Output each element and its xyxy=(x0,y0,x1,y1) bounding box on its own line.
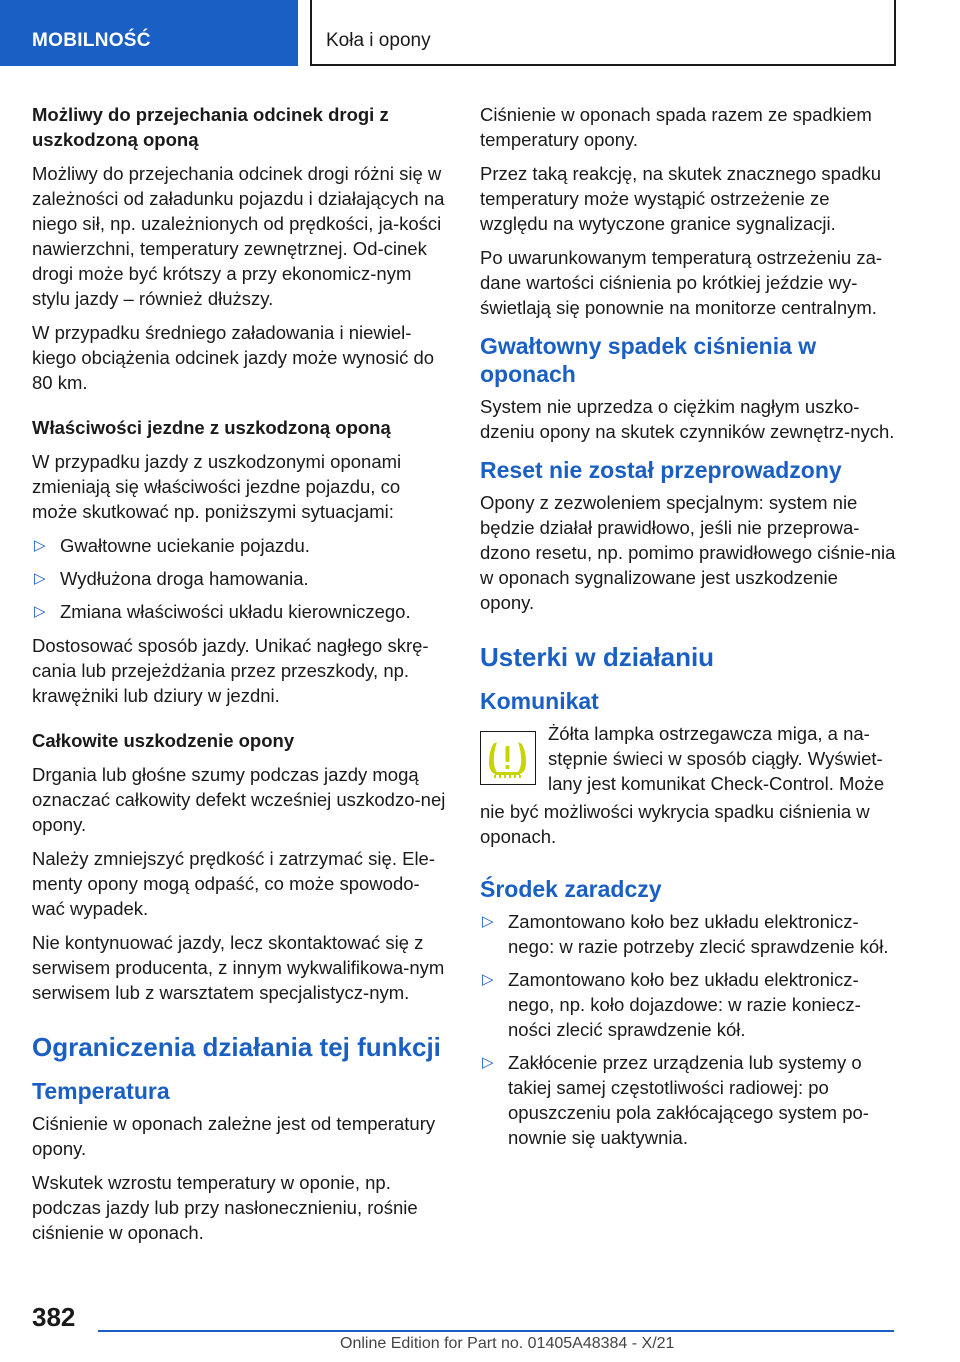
paragraph: Ciśnienie w oponach zależne jest od temperatury opony. xyxy=(32,1113,436,1159)
triangle-right-icon: ▷ xyxy=(482,971,494,988)
paragraph: Przez taką reakcję, na skutek znacznego spadku temperatury może wystąpić ostrzeżenie ze względu na wytyczone granice sygnalizacji. xyxy=(480,163,882,234)
list-item xyxy=(32,599,448,624)
heading-total-damage: Całkowite uszkodzenie opony xyxy=(32,730,295,751)
list-item xyxy=(32,533,448,558)
paragraph: Opony z zezwoleniem specjalnym: system nie będzie działał prawidłowo, jeśli nie przeprowa-dzono resetu, np. pomimo prawidłowego ciśnie-nia w oponach sygnalizowane jest uszkodzenie opony. xyxy=(480,492,896,613)
paragraph: Dostosować sposób jazdy. Unikać nagłego skrę-cania lub przejeżdżania przez przeszkody, np. krawężniki lub dziury w jezdni. xyxy=(32,635,429,706)
header-section-label: MOBILNOŚĆ xyxy=(0,0,298,66)
heading-function-limits: Ograniczenia działania tej funkcji xyxy=(32,1032,441,1062)
heading-sudden-pressure-loss: Gwałtowny spadek ciśnienia w oponach xyxy=(480,333,817,387)
paragraph: System nie uprzedza o ciężkim nagłym uszko-dzeniu opony na skutek czynników zewnętrz-nych. xyxy=(480,396,895,442)
remedy-list xyxy=(480,909,896,1150)
heading-reset-not-performed: Reset nie został przeprowadzony xyxy=(480,457,842,483)
paragraph: Należy zmniejszyć prędkość i zatrzymać się. Ele-menty opony mogą odpaść, co może spowodo-wać wypadek. xyxy=(32,848,435,919)
left-column xyxy=(32,102,448,1254)
paragraph: Nie kontynuować jazdy, lecz skontaktować się z serwisem producenta, z innym wykwalifikowa-nym serwisem lub z warsztatem specjalistycz-nym. xyxy=(32,932,445,1003)
paragraph: Ciśnienie w oponach spada razem ze spadkiem temperatury opony. xyxy=(480,104,872,150)
page-number: 382 xyxy=(32,1302,76,1332)
paragraph: Możliwy do przejechania odcinek drogi różni się w zależności od załadunku pojazdu i działających na niego sił, np. uzależnionych od prędkości, ja-kości nawierzchni, temperatury zewnętrznej. Od-cinek drogi może być krótszy a przy ekonomicz-nym stylu jazdy – również dłuższy. xyxy=(32,163,445,309)
list-item-text: Gwałtowne uciekanie pojazdu. xyxy=(60,535,310,556)
triangle-right-icon: ▷ xyxy=(482,913,494,930)
footer-divider xyxy=(98,1330,894,1332)
heading-drivable-distance: Możliwy do przejechania odcinek drogi z uszkodzoną oponą xyxy=(32,104,389,150)
list-item xyxy=(32,566,448,591)
triangle-right-icon: ▷ xyxy=(34,570,46,587)
paragraph: Drgania lub głośne szumy podczas jazdy mogą oznaczać całkowity defekt wcześniej uszkodzo-nej opony. xyxy=(32,764,446,835)
list-item xyxy=(480,909,896,959)
paragraph: W przypadku średniego załadowania i niewiel-kiego obciążenia odcinek jazdy może wynosić do 80 km. xyxy=(32,322,435,393)
triangle-right-icon: ▷ xyxy=(34,537,46,554)
heading-malfunctions: Usterki w działaniu xyxy=(480,642,715,672)
warning-message-block xyxy=(480,721,896,796)
list-item-text: Zamontowano koło bez układu elektronicz-nego, np. koło dojazdowe: w razie koniecz-ności zlecić sprawdzenie kół. xyxy=(508,969,861,1040)
footer-edition xyxy=(340,1335,674,1353)
heading-message: Komunikat xyxy=(480,688,599,714)
triangle-right-icon: ▷ xyxy=(34,603,46,620)
header-chapter-title: Koła i opony xyxy=(310,0,896,66)
list-item-text: Wydłużona droga hamowania. xyxy=(60,568,309,589)
list-item xyxy=(480,967,896,1042)
bullet-list xyxy=(32,533,448,624)
paragraph: Po uwarunkowanym temperaturą ostrzeżeniu za-dane wartości ciśnienia po krótkiej jeździe wy-świetlają się ponownie na monitorze centralnym. xyxy=(480,247,883,318)
right-column xyxy=(480,102,896,1159)
list-item xyxy=(480,1050,896,1150)
triangle-right-icon: ▷ xyxy=(482,1054,494,1071)
paragraph: W przypadku jazdy z uszkodzonymi oponami zmieniają się właściwości jezdne pojazdu, co może skutkować np. poniższymi sytuacjami: xyxy=(32,451,402,522)
paragraph: Żółta lampka ostrzegawcza miga, a na-stępnie świeci w sposób ciągły. Wyświet-lany jest komunikat Check-Control. Może xyxy=(548,723,885,794)
paragraph: Wskutek wzrostu temperatury w oponie, np. podczas jazdy lub przy nasłonecznieniu, rośnie ciśnienie w oponach. xyxy=(32,1172,418,1243)
heading-remedy: Środek zaradczy xyxy=(480,876,662,902)
list-item-text: Zakłócenie przez urządzenia lub systemy o takiej samej częstotliwości radiowej: po opuszczeniu pola zakłócającego system po-nownie się uaktywnia. xyxy=(508,1052,869,1148)
heading-handling: Właściwości jezdne z uszkodzoną oponą xyxy=(32,417,391,438)
tire-pressure-warning-icon xyxy=(480,731,536,785)
list-item-text: Zmiana właściwości układu kierowniczego. xyxy=(60,601,411,622)
list-item-text: Zamontowano koło bez układu elektronicz-nego: w razie potrzeby zlecić sprawdzenie kół. xyxy=(508,911,889,957)
paragraph: nie być możliwości wykrycia spadku ciśnienia w oponach. xyxy=(480,801,870,847)
footer-edition-text: Online Edition for Part no. 01405A48384 - X/21 xyxy=(340,1335,675,1352)
heading-temperature: Temperatura xyxy=(32,1078,170,1104)
